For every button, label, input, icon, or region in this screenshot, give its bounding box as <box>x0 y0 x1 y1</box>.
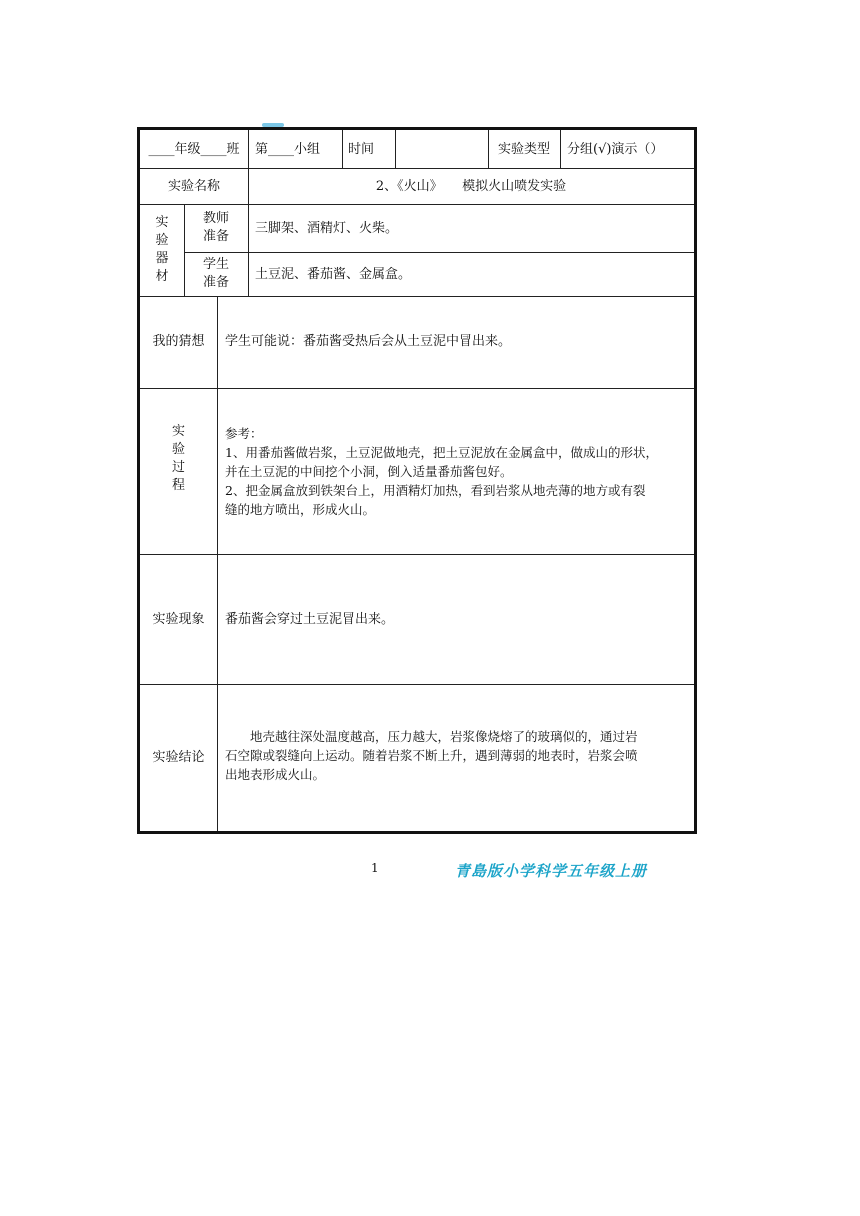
student-prep-value: 土豆泥、番茄酱、金属盒。 <box>255 266 412 282</box>
grade-class-text: ____年级____班 <box>148 141 240 157</box>
student-prep-label: 学生 准备 <box>202 257 229 290</box>
teacher-prep-value: 三脚架、酒精灯、火柴。 <box>255 220 399 236</box>
phenomenon-label: 实验现象 <box>152 611 205 627</box>
page-number: 1 <box>371 861 379 875</box>
grade-class-field <box>140 130 248 168</box>
phenomenon-value: 番茄酱会穿过土豆泥冒出来。 <box>225 611 395 627</box>
guess-value: 学生可能说：番茄酱受热后会从土豆泥中冒出来。 <box>225 334 512 349</box>
group-field <box>255 130 342 168</box>
time-label: 时间 <box>348 141 375 157</box>
process-label: 实 验 过 程 <box>171 424 185 493</box>
experiment-name-label: 实验名称 <box>167 178 220 194</box>
group-text: 第____小组 <box>255 141 321 157</box>
conclusion-text: 地壳越往深处温度越高，压力越大，岩浆像烧熔了的玻璃似的，通过岩 石空隙或裂缝向上运动。随着岩浆不断上升，遇到薄弱的地表时，岩浆会喷 出地表形成火山。 <box>225 729 638 782</box>
time-value <box>399 130 488 168</box>
experiment-type-label: 实验类型 <box>497 141 550 157</box>
experiment-record-table <box>137 127 697 834</box>
process-text: 参考： 1、用番茄酱做岩浆，土豆泥做地壳，把土豆泥放在金属盒中，做成山的形状， 并在土豆泥的中间挖个小洞，倒入适量番茄酱包好。 2、把金属盒放到铁架台上，用酒精灯加热，看到岩浆从地壳薄的地方或有裂 缝的地方喷出，形成火山。 <box>225 426 658 517</box>
publisher-brand: 青島版小学科学五年级上册 <box>455 862 648 880</box>
equipment-label: 实 验 器 材 <box>155 215 169 284</box>
teacher-prep-label: 教师 准备 <box>202 211 229 244</box>
experiment-name-value: 2、《火山》 模拟火山喷发实验 <box>375 178 567 194</box>
guess-label: 我的猜想 <box>152 334 205 349</box>
experiment-type-value: 分组(√)演示（） <box>567 141 664 157</box>
conclusion-label: 实验结论 <box>152 750 205 765</box>
